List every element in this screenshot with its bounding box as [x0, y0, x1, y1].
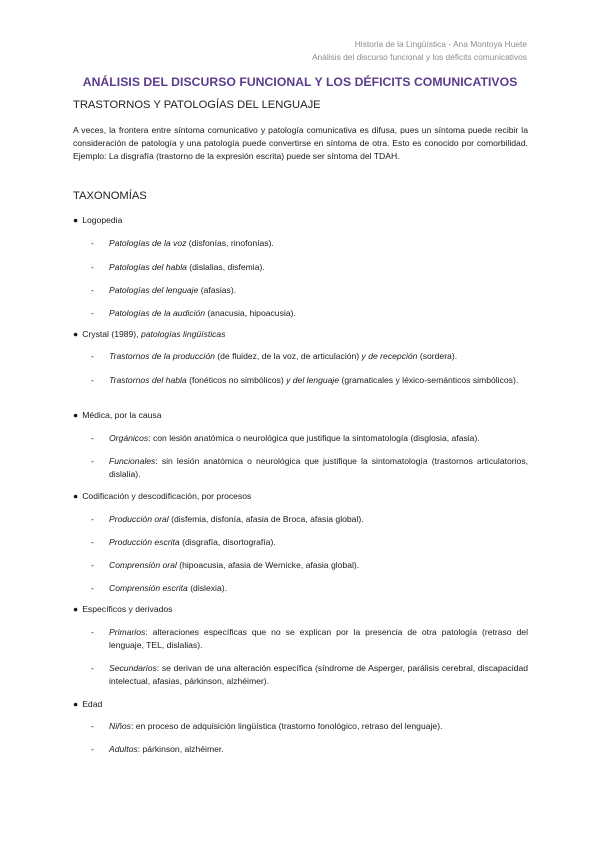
list-item: - Secundarios: se derivan de una alteración específica (síndrome de Asperger, parálisis cerebral, discapacidad intelectual, afasias, párkinson, alzhéimer). [91, 663, 528, 686]
header-line-1: Historia de la Lingüística - Ana Montoya Huete [354, 39, 527, 49]
group-label: Médica, por la causa [82, 410, 162, 420]
list-item: - Trastornos de la producción (de fluidez, de la voz, de articulación) y de recepción (sordera). [91, 351, 458, 361]
dash-icon: - [91, 744, 94, 754]
group-medica [73, 410, 162, 420]
group-label: Crystal (1989), [82, 329, 141, 339]
dash-icon: - [91, 663, 94, 673]
dash-icon: - [91, 514, 94, 524]
list-item: - Orgánicos: con lesión anatómica o neurológica que justifique la sintomatología (disglosia, afasia). [91, 433, 480, 443]
document-title: ANÁLISIS DEL DISCURSO FUNCIONAL Y LOS DÉFICITS COMUNICATIVOS [82, 75, 518, 89]
dash-icon: - [91, 583, 94, 593]
dash-icon: - [91, 627, 94, 637]
dash-icon: - [91, 375, 94, 385]
header-line-2: Análisis del discurso funcional y los déficits comunicativos [311, 51, 527, 62]
dash-icon: - [91, 721, 94, 731]
dash-icon: - [91, 537, 94, 547]
list-item: - Comprensión oral (hipoacusia, afasia de Wernicke, afasia global). [91, 560, 360, 570]
group-crystal [73, 329, 226, 339]
bullet-icon: ● [73, 491, 79, 501]
dash-icon: - [91, 433, 94, 443]
list-item: - Producción escrita (disgrafía, disortografía). [91, 537, 276, 547]
dash-icon: - [91, 456, 94, 466]
dash-icon: - [91, 285, 94, 295]
list-item: - Producción oral (disfemia, disfonía, afasia de Broca, afasia global). [91, 514, 364, 524]
list-item: - Primarios: alteraciones específicas que no se explican por la presencia de otra patología (retraso del lenguaje, TEL, dislalias). [91, 627, 528, 650]
dash-icon: - [91, 560, 94, 570]
group-label: Específicos y derivados [82, 604, 173, 614]
group-codificacion [73, 491, 251, 501]
bullet-icon: ● [73, 329, 79, 339]
list-item: - Funcionales: sin lesión anatómica o neurológica que justifique la sintomatología (trastornos articulatorios, dislalia). [91, 456, 528, 479]
list-item: - Patologías del habla (dislalias, disfemia). [91, 262, 265, 272]
list-item: - Patologías del lenguaje (afasias). [91, 285, 237, 295]
list-item: - Adultos: párkinson, alzhéimer. [91, 744, 224, 754]
group-edad [73, 699, 102, 709]
list-item: - Patologías de la audición (anacusia, hipoacusia). [91, 308, 296, 318]
page-header [312, 38, 527, 63]
dash-icon: - [91, 308, 94, 318]
list-item: - Trastornos del habla (fonéticos no simbólicos) y del lenguaje (gramaticales y léxico-semánticos simbólicos). [91, 375, 519, 385]
group-label: Logopedia [82, 215, 123, 225]
dash-icon: - [91, 238, 94, 248]
section-heading-trastornos: TRASTORNOS Y PATOLOGÍAS DEL LENGUAJE [73, 99, 321, 111]
dash-icon: - [91, 262, 94, 272]
group-label-em: patologías lingüísticas [140, 329, 226, 339]
list-item: - Patologías de la voz (disfonías, rinofonías). [91, 238, 274, 248]
bullet-icon: ● [73, 215, 79, 225]
list-item: - Comprensión escrita (dislexia). [91, 583, 227, 593]
section-heading-taxonomias: TAXONOMÍAS [73, 190, 147, 202]
dash-icon: - [91, 351, 94, 361]
bullet-icon: ● [73, 604, 79, 614]
bullet-icon: ● [73, 699, 79, 709]
list-item: - Niños: en proceso de adquisición lingüística (trastorno fonológico, retraso del lenguaje). [91, 721, 443, 731]
group-especificos [73, 604, 172, 614]
group-label: Codificación y descodificación, por procesos [82, 491, 252, 501]
bullet-icon: ● [73, 410, 79, 420]
intro-paragraph: A veces, la frontera entre síntoma comunicativo y patología comunicativa es difusa, pues un síntoma puede recibir la consideración de patología y una patología puede convertirse en síntoma de otra. Esto es conocido por comorbilidad. Ejemplo: La disgrafía (trastorno de la expresión escrita) puede ser síntoma del TDAH. [73, 125, 528, 161]
group-logopedia [73, 215, 122, 225]
group-label: Edad [82, 699, 103, 709]
